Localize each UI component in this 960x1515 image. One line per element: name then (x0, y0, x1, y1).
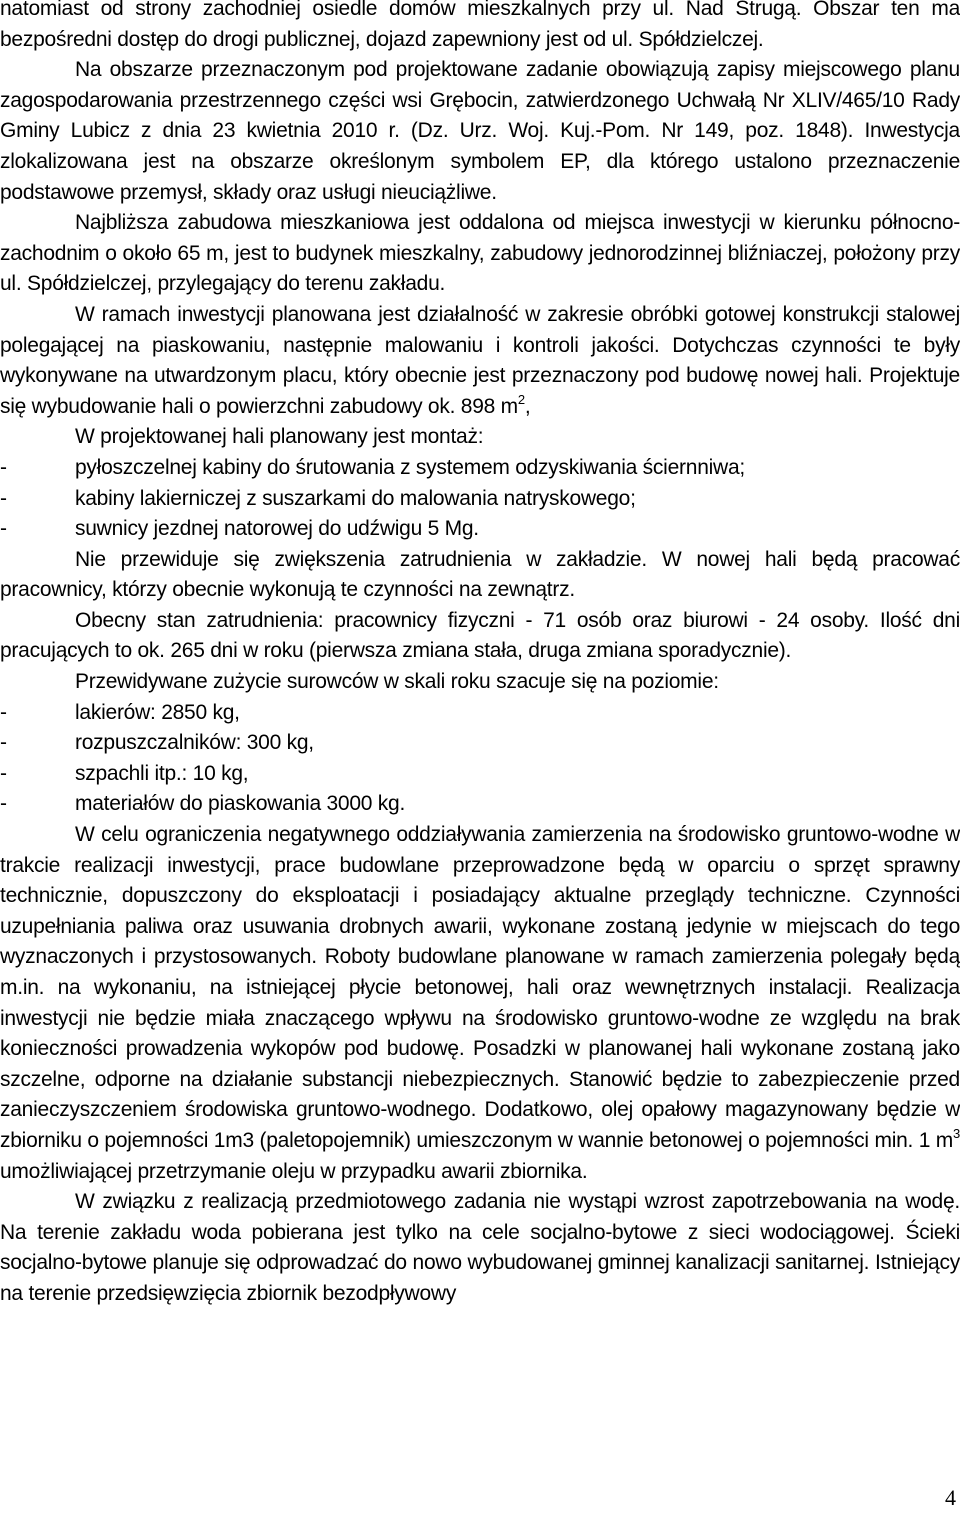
list-item (0, 728, 960, 759)
paragraph-hall-equipment (0, 422, 960, 453)
list-item-text: kabiny lakierniczej z suszarkami do malowania natryskowego; (75, 486, 636, 510)
text-zoning-symbol: Inwestycja zlokalizowana jest na obszarze określonym symbolem EP, dla którego ustalono przeznaczenie podstawowe przemysł, składy oraz usługi nieuciążliwe. (0, 119, 960, 204)
list-marker: - (0, 455, 7, 479)
list-marker: - (0, 700, 7, 724)
list-marker: - (0, 486, 7, 510)
list-item-text: suwnicy jezdnej natorowej do udźwigu 5 Mg. (75, 517, 479, 541)
list-marker: - (0, 761, 7, 785)
text-location: natomiast od strony zachodniej osiedle domów mieszkalnych przy ul. Nad Strugą. Obszar ten ma bezpośredni dostęp do drogi publicznej, dojazd zapewniony jest od ul. Spółdzielczej. (0, 0, 960, 51)
list-marker: - (0, 792, 7, 816)
list-item-text: pyłoszczelnej kabiny do śrutowania z systemem odzyskiwania ściernniwa; (75, 455, 745, 479)
text-water-supply: W związku z realizacją przedmiotowego zadania nie wystąpi wzrost zapotrzebowania na wodę. Na terenie zakładu woda pobierana jest tylko na cele socjalno-bytowe z sieci wodociągowej. Ścieki socjalno-bytowe planuje się odprowadzać do nowo wybudowanej gminnej kanalizacji sanitarnej. Istniejący na terenie przedsięwzięcia zbiornik bezodpływowy (0, 1190, 960, 1305)
text-current-employment: Obecny stan zatrudnienia: pracownicy fizyczni - 71 osób oraz biurowi - 24 osoby. Ilość dni pracujących to ok. 265 dni w roku (pierwsza zmiana stała, druga zmiana sporadycznie). (0, 608, 960, 663)
list-item (0, 789, 960, 820)
list-item-text: materiałów do piaskowania 3000 kg. (75, 792, 406, 816)
paragraph-nearest-buildings (0, 208, 960, 300)
paragraph-employment-change (0, 545, 960, 606)
list-item-text: lakierów: 2850 kg, (75, 700, 240, 724)
paragraph-current-employment (0, 606, 960, 667)
paragraph-zoning-plan (0, 55, 960, 208)
paragraph-investment-scope (0, 300, 960, 422)
list-item-text: rozpuszczalników: 300 kg, (75, 731, 314, 755)
text-employment-change: Nie przewiduje się zwiększenia zatrudnienia w zakładzie. W nowej hali będą pracować pracownicy, którzy obecnie wykonują te czynności na zewnątrz. (0, 547, 960, 602)
text-comma: , (524, 394, 531, 418)
superscript-3: 3 (953, 1125, 960, 1141)
list-item (0, 484, 960, 515)
text-groundwater-protection: W celu ograniczenia negatywnego oddziaływania zamierzenia na środowisko gruntowo-wodne w trakcie realizacji inwestycji, prace budowlane przeprowadzone będą w oparciu o sprzęt sprawny technicznie, dopuszczony do eksploatacji i posiadający aktualne przeglądy techniczne. Czynności uzupełniania paliwa oraz usuwania drobnych awarii, wykonane zostaną jedynie w miejscach do tego wyznaczonych i przystosowanych. Roboty budowlane planowane w ramach zamierzenia polegały będą m.in. na wykonaniu, na istniejącej płycie betonowej, hali oraz wewnętrznych instalacji. Realizacja inwestycji nie będzie miała znaczącego wpływu na środowisko gruntowo-wodne ze względu na brak konieczności prowadzenia wykopów pod budowę. Posadzki w planowanej hali wykonane zostaną jako szczelne, odporne na działanie substancji niebezpiecznych. Stanowić będzie to zabezpieczenie przed zanieczyszczeniem środowiska gruntowo-wodnego. Dodatkowo, olej opałowy magazynowany będzie w zbiorniku o pojemności 1m3 (paletopojemnik) umieszczonym w wannie betonowej o pojemności min. 1 m (0, 823, 960, 1152)
text-material-usage: Przewidywane zużycie surowców w skali roku szacuje się na poziomie: (75, 670, 719, 694)
paragraph-water-supply (0, 1187, 960, 1309)
text-investment-scope: W ramach inwestycji planowana jest działalność w zakresie obróbki gotowej konstrukcji stalowej polegającej na piaskowaniu, następnie malowaniu i kontroli jakości. Dotychczas czynności te były wykonywane na utwardzonym placu, który obecnie jest przeznaczony pod budowę nowej hali. Projektuje się wybudowanie hali o powierzchni zabudowy ok. 898 m (0, 302, 960, 418)
paragraph-material-usage (0, 667, 960, 698)
paragraph-location (0, 0, 960, 55)
list-marker: - (0, 731, 7, 755)
paragraph-groundwater-protection (0, 820, 960, 1187)
list-item (0, 698, 960, 729)
superscript-2: 2 (517, 391, 525, 407)
list-item (0, 514, 960, 545)
text-zoning-plan: Na obszarze przeznaczonym pod projektowane zadanie obowiązują zapisy miejscowego planu zagospodarowania przestrzennego części wsi Grębocin, zatwierdzonego Uchwałą Nr XLIV/465/10 Rady Gminy Lubicz z dnia 23 kwietnia 2010 r. (Dz. Urz. Woj. Kuj.-Pom. Nr 149, poz. 1848). (0, 58, 960, 143)
page-number: 4 (945, 1485, 956, 1510)
list-item (0, 759, 960, 790)
list-item-text: szpachli itp.: 10 kg, (75, 761, 249, 785)
text-groundwater-protection-end: umożliwiającej przetrzymanie oleju w przypadku awarii zbiornika. (0, 1159, 588, 1183)
list-item (0, 453, 960, 484)
text-hall-equipment: W projektowanej hali planowany jest montaż: (75, 425, 484, 449)
text-nearest-buildings: Najbliższa zabudowa mieszkaniowa jest oddalona od miejsca inwestycji w kierunku północno-zachodnim o około 65 m, jest to budynek mieszkalny, zabudowy jednorodzinnej bliźniaczej, położony przy ul. Spółdzielczej, przylegający do terenu zakładu. (0, 211, 960, 296)
list-marker: - (0, 517, 7, 541)
